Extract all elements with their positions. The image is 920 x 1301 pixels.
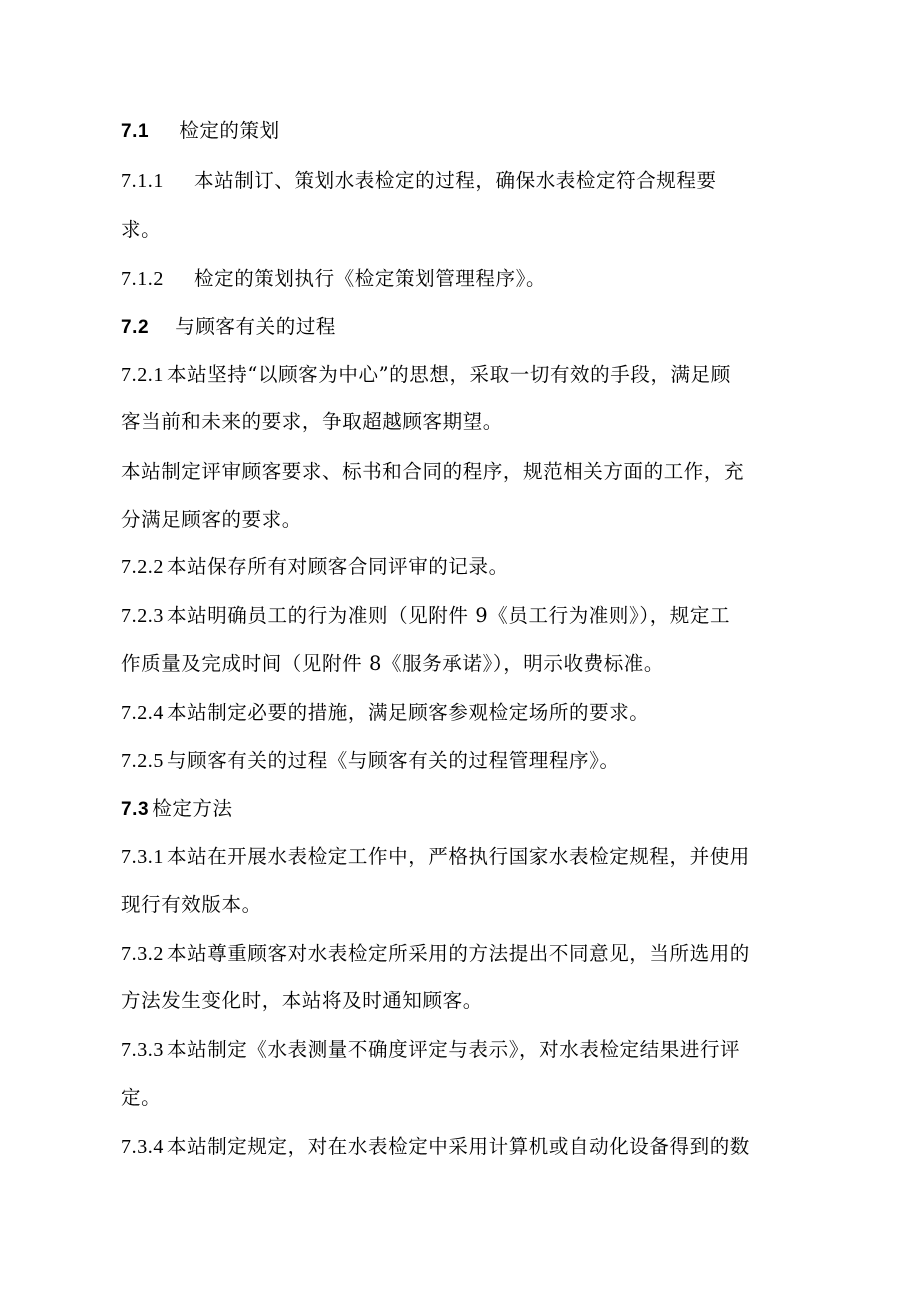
- paragraph-7-3-1-cont: [121, 891, 811, 919]
- section-number: 7.3.4: [121, 1136, 164, 1158]
- section-number: 7.3.1: [121, 846, 164, 868]
- paragraph-7-3-1: [121, 843, 811, 871]
- heading-text: 检定方法: [152, 797, 233, 820]
- section-number: 7.3.3: [121, 1039, 164, 1061]
- paragraph-7-2-1-cont: [121, 408, 811, 436]
- paragraph-text: 本站制定必要的措施，满足顾客参观检定场所的要求。: [167, 701, 650, 724]
- paragraph-7-2-4: [121, 699, 811, 727]
- paragraph-7-1-2: [121, 265, 811, 293]
- heading-7-1: [121, 117, 811, 146]
- section-number: 7.2.2: [121, 556, 164, 578]
- paragraph-text: 本站在开展水表检定工作中，严格执行国家水表检定规程，并使用: [167, 845, 750, 868]
- paragraph-7-2-5: [121, 747, 811, 775]
- paragraph-7-2-1: [121, 361, 811, 389]
- heading-text: 与顾客有关的过程: [175, 315, 337, 338]
- paragraph-text: 定。: [121, 1086, 162, 1109]
- paragraph-7-3-2-cont: [121, 987, 811, 1015]
- paragraph-text: 本站尊重顾客对水表检定所采用的方法提出不同意见，当所选用的: [167, 942, 750, 965]
- paragraph-7-1-1-cont: [121, 216, 811, 244]
- section-number: 7.3.2: [121, 943, 164, 965]
- paragraph-7-1-1: [121, 167, 811, 195]
- section-number: 7.2.4: [121, 702, 164, 724]
- paragraph-text: 求。: [121, 218, 162, 241]
- paragraph-text: 客当前和未来的要求，争取超越顾客期望。: [121, 410, 503, 433]
- paragraph-7-2-2: [121, 553, 811, 581]
- paragraph-text: 分满足顾客的要求。: [121, 508, 302, 531]
- paragraph-text: 本站制定评审顾客要求、标书和合同的程序，规范相关方面的工作，充: [121, 460, 745, 483]
- paragraph-7-3-3: [121, 1036, 811, 1064]
- heading-text: 检定的策划: [179, 119, 280, 142]
- paragraph-text: 与顾客有关的过程《与顾客有关的过程管理程序》。: [167, 749, 620, 772]
- paragraph-text: 本站制定规定，对在水表检定中采用计算机或自动化设备得到的数: [167, 1135, 750, 1158]
- paragraph-review-cont: [121, 506, 811, 534]
- heading-7-3: [121, 795, 811, 824]
- section-number: 7.2.1: [121, 364, 164, 386]
- paragraph-review: [121, 458, 811, 486]
- section-number: 7.2.5: [121, 750, 164, 772]
- paragraph-7-2-3: [121, 602, 811, 630]
- section-number: 7.1: [121, 121, 150, 142]
- paragraph-7-3-2: [121, 940, 811, 968]
- paragraph-7-3-4: [121, 1133, 811, 1161]
- paragraph-text: 本站保存所有对顾客合同评审的记录。: [167, 555, 509, 578]
- paragraph-text: 方法发生变化时，本站将及时通知顾客。: [121, 989, 483, 1012]
- paragraph-text: 现行有效版本。: [121, 893, 262, 916]
- section-number: 7.1.1: [121, 170, 164, 192]
- section-number: 7.2.3: [121, 605, 164, 627]
- paragraph-text: 本站制订、策划水表检定的过程，确保水表检定符合规程要: [194, 169, 717, 192]
- section-number: 7.2: [121, 317, 150, 338]
- heading-7-2: [121, 313, 811, 342]
- paragraph-text: 作质量及完成时间（见附件 8《服务承诺》），明示收费标准。: [121, 652, 665, 675]
- paragraph-text: 本站制定《水表测量不确度评定与表示》，对水表检定结果进行评: [167, 1038, 741, 1061]
- paragraph-7-3-3-cont: [121, 1084, 811, 1112]
- paragraph-7-2-3-cont: [121, 650, 811, 678]
- section-number: 7.1.2: [121, 268, 164, 290]
- section-number: 7.3: [121, 799, 150, 820]
- paragraph-text: 检定的策划执行《检定策划管理程序》。: [194, 267, 547, 290]
- paragraph-text: 本站明确员工的行为准则（见附件 9《员工行为准则》），规定工: [167, 604, 731, 627]
- paragraph-text: 本站坚持“以顾客为中心”的思想，采取一切有效的手段，满足顾: [167, 363, 731, 386]
